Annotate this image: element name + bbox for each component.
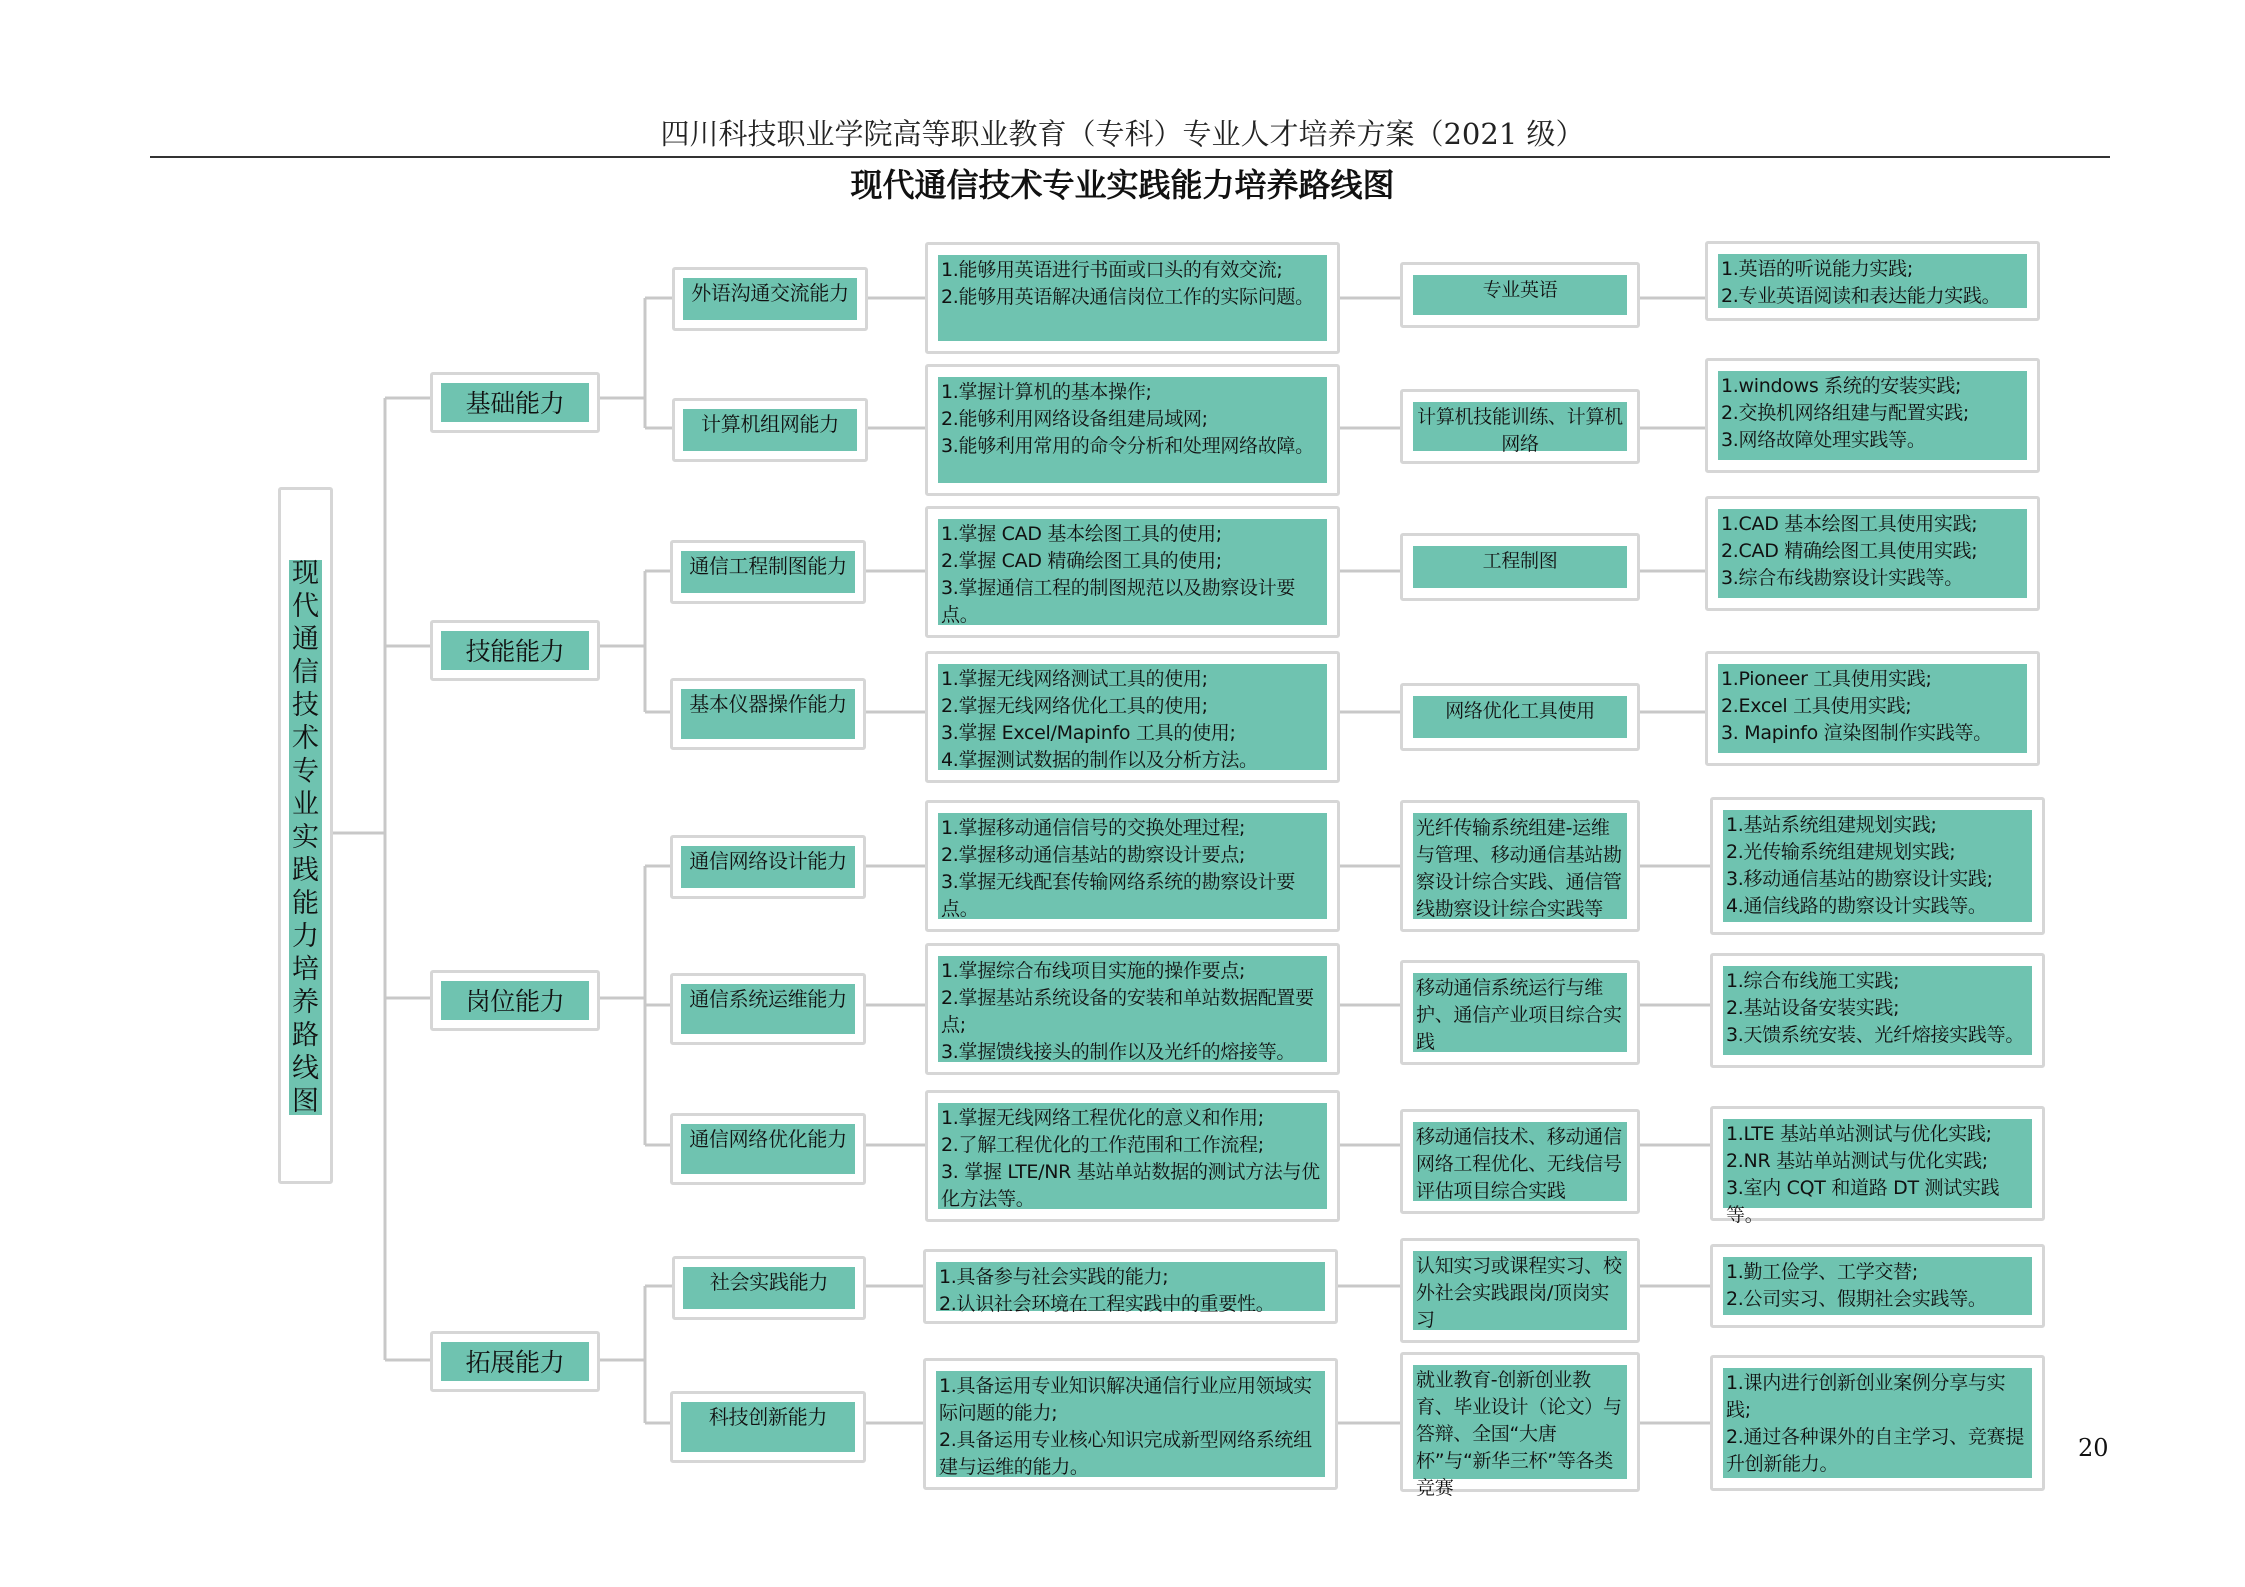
- root-label-char: 能: [292, 888, 319, 919]
- course-box: 工程制图: [1400, 533, 1640, 601]
- root-label-char: 现: [292, 558, 319, 589]
- root-label: [289, 560, 322, 1115]
- course-box: 网络优化工具使用: [1400, 683, 1640, 751]
- skill-box: 通信网络设计能力: [670, 835, 866, 899]
- root-label-char: 培: [292, 954, 319, 985]
- practice-box: 1.LTE 基站单站测试与优化实践; 2.NR 基站单站测试与优化实践; 3.室内 CQT 和道路 DT 测试实践等。: [1710, 1106, 2045, 1221]
- root-label-char: 践: [292, 855, 319, 886]
- page-number: 20: [2078, 1434, 2109, 1462]
- course-box: 认知实习或课程实习、校外社会实践跟岗/顶岗实习: [1400, 1238, 1640, 1343]
- root-label-char: 线: [292, 1053, 319, 1084]
- skill-box: 社会实践能力: [672, 1256, 866, 1320]
- root-label-char: 通: [292, 624, 319, 655]
- requirement-box: 1.能够用英语进行书面或口头的有效交流; 2.能够用英语解决通信岗位工作的实际问题。: [925, 242, 1340, 354]
- category-box-extension: 拓展能力: [430, 1331, 600, 1392]
- root-label-char: 信: [292, 657, 319, 688]
- course-box: 计算机技能训练、计算机网络: [1400, 389, 1640, 464]
- diagram-title: 现代通信技术专业实践能力培养路线图: [850, 166, 1395, 204]
- course-box: 就业教育-创新创业教育、毕业设计（论文）与答辩、全国“大唐杯”与“新华三杯”等各类竞赛: [1400, 1352, 1640, 1492]
- skill-box: 科技创新能力: [670, 1391, 866, 1463]
- requirement-box: 1.具备运用专业知识解决通信行业应用领域实际问题的能力; 2.具备运用专业核心知识完成新型网络系统组建与运维的能力。: [923, 1358, 1338, 1490]
- root-label-char: 专: [292, 756, 319, 787]
- category-box-position: 岗位能力: [430, 970, 600, 1031]
- requirement-box: 1.掌握移动通信信号的交换处理过程; 2.掌握移动通信基站的勘察设计要点; 3.掌握无线配套传输网络系统的勘察设计要点。: [925, 800, 1340, 932]
- skill-box: 外语沟通交流能力: [672, 267, 868, 331]
- root-label-char: 技: [292, 690, 319, 721]
- root-label-char: 代: [292, 591, 319, 622]
- skill-box: 通信网络优化能力: [670, 1113, 866, 1185]
- requirement-box: 1.掌握无线网络工程优化的意义和作用; 2.了解工程优化的工作范围和工作流程; 3. 掌握 LTE/NR 基站单站数据的测试方法与优化方法等。: [925, 1090, 1340, 1222]
- practice-box: 1.Pioneer 工具使用实践; 2.Excel 工具使用实践; 3. Mapinfo 渲染图制作实践等。: [1705, 651, 2040, 766]
- skill-box: 计算机组网能力: [672, 398, 868, 462]
- skill-box: 通信系统运维能力: [670, 973, 866, 1045]
- root-label-char: 力: [292, 921, 319, 952]
- requirement-box: 1.掌握 CAD 基本绘图工具的使用; 2.掌握 CAD 精确绘图工具的使用; 3.掌握通信工程的制图规范以及勘察设计要点。: [925, 506, 1340, 638]
- course-box: 移动通信技术、移动通信网络工程优化、无线信号评估项目综合实践: [1400, 1109, 1640, 1214]
- course-box: 专业英语: [1400, 262, 1640, 328]
- practice-box: 1.英语的听说能力实践; 2.专业英语阅读和表达能力实践。: [1705, 241, 2040, 321]
- practice-box: 1.勤工俭学、工学交替; 2.公司实习、假期社会实践等。: [1710, 1244, 2045, 1328]
- course-box: 移动通信系统运行与维护、通信产业项目综合实践: [1400, 960, 1640, 1065]
- skill-box: 通信工程制图能力: [670, 540, 866, 604]
- root-label-char: 术: [292, 723, 319, 754]
- practice-box: 1.基站系统组建规划实践; 2.光传输系统组建规划实践; 3.移动通信基站的勘察设计实践; 4.通信线路的勘察设计实践等。: [1710, 797, 2045, 935]
- practice-box: 1.CAD 基本绘图工具使用实践; 2.CAD 精确绘图工具使用实践; 3.综合布线勘察设计实践等。: [1705, 496, 2040, 611]
- root-label-char: 业: [292, 789, 319, 820]
- root-label-char: 养: [292, 987, 319, 1018]
- practice-box: 1.课内进行创新创业案例分享与实践; 2.通过各种课外的自主学习、竞赛提升创新能力。: [1710, 1355, 2045, 1491]
- requirement-box: 1.掌握综合布线项目实施的操作要点; 2.掌握基站系统设备的安装和单站数据配置要点; 3.掌握馈线接头的制作以及光纤的熔接等。: [925, 943, 1340, 1075]
- root-box: [278, 487, 333, 1184]
- requirement-box: 1.掌握计算机的基本操作; 2.能够利用网络设备组建局域网; 3.能够利用常用的命令分析和处理网络故障。: [925, 364, 1340, 496]
- category-box-basic: 基础能力: [430, 372, 600, 433]
- root-label-char: 实: [292, 822, 319, 853]
- document-header: 四川科技职业学院高等职业教育（专科）专业人才培养方案（2021 级）: [660, 117, 1585, 151]
- practice-box: 1.windows 系统的安装实践; 2.交换机网络组建与配置实践; 3.网络故障处理实践等。: [1705, 358, 2040, 473]
- category-box-skill: 技能能力: [430, 620, 600, 681]
- course-box: 光纤传输系统组建-运维与管理、移动通信基站勘察设计综合实践、通信管线勘察设计综合实践等: [1400, 800, 1640, 932]
- requirement-box: 1.掌握无线网络测试工具的使用; 2.掌握无线网络优化工具的使用; 3.掌握 Excel/Mapinfo 工具的使用; 4.掌握测试数据的制作以及分析方法。: [925, 651, 1340, 783]
- root-label-char: 图: [292, 1086, 319, 1117]
- requirement-box: 1.具备参与社会实践的能力; 2.认识社会环境在工程实践中的重要性。: [923, 1249, 1338, 1324]
- skill-box: 基本仪器操作能力: [670, 678, 866, 750]
- root-label-char: 路: [292, 1020, 319, 1051]
- practice-box: 1.综合布线施工实践; 2.基站设备安装实践; 3.天馈系统安装、光纤熔接实践等。: [1710, 953, 2045, 1068]
